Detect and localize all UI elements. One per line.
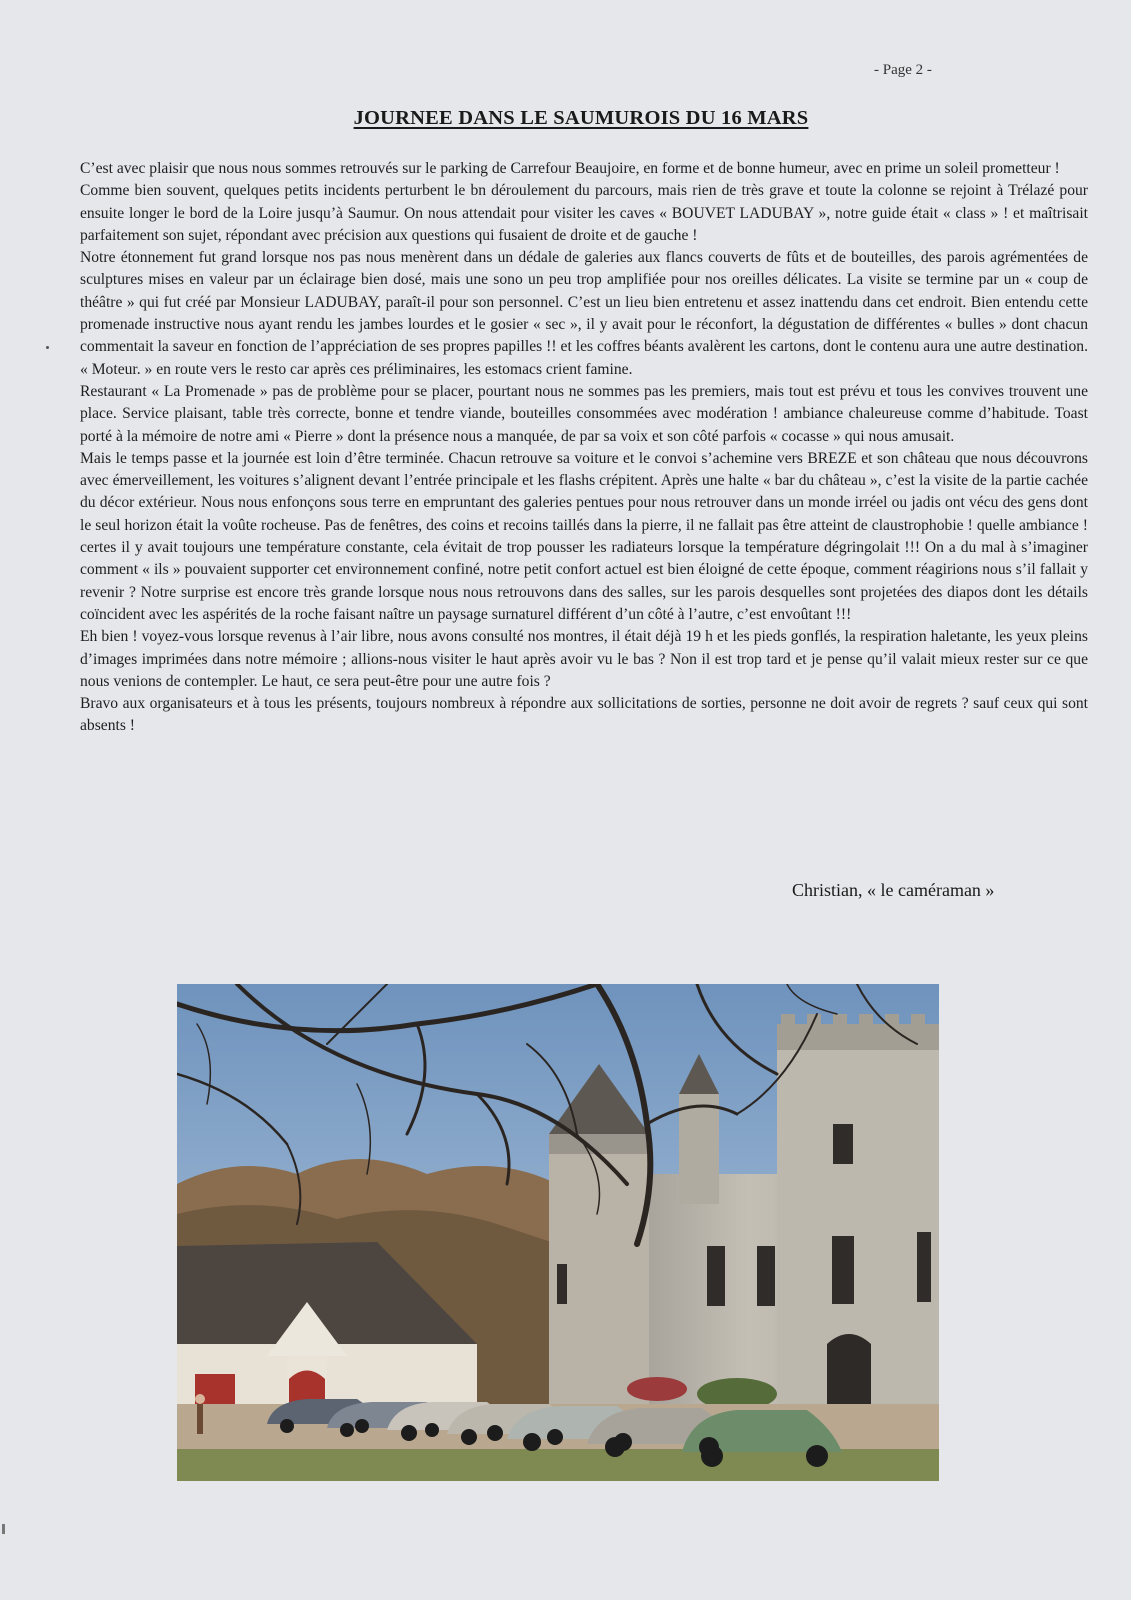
page-number: - Page 2 - bbox=[874, 62, 932, 78]
chateau-photo-illustration bbox=[177, 984, 939, 1481]
paragraph: Comme bien souvent, quelques petits incidents perturbent le bn déroulement du parcours, mais rien de très grave et toute la colonne se rejoint à Trélazé pour ensuite longer le bord de la Loire jusqu’à Saumur. On nous attendait pour visiter les caves « BOUVET LADUBAY », notre guide était « class » ! et maîtrisait parfaitement son sujet, répondant avec précision aux questions qui fusaient de droite et de gauche ! bbox=[80, 182, 1088, 244]
chateau-photo bbox=[177, 984, 939, 1481]
margin-dot bbox=[46, 346, 49, 349]
paragraph: Notre étonnement fut grand lorsque nos pas nous menèrent dans un dédale de galeries aux flancs couverts de fûts et de bouteilles, des parois agrémentées de sculptures mises en valeur par un éclairage bien dosé, mais une sono un peu trop amplifiée pour nos oreilles délicates. La visite se termine par un « coup de théâtre » qui fut créé par Monsieur LADUBAY, paraît-il pour son personnel. C’est un lieu bien entretenu et assez inattendu dans cet endroit. Bien entendu cette promenade instructive nous ayant rendu les jambes lourdes et le gosier « sec », il y avait pour le réconfort, la dégustation de différentes « bulles » dont chacun commentait la saveur en fonction de l’appréciation de ses propres papilles !! et les coffres béants avalèrent les cartons, dont le contenu aura une autre destination. « Moteur. » en route vers le resto car après ces préliminaires, les estomacs crient famine. bbox=[80, 249, 1088, 378]
scan-edge-mark bbox=[2, 1524, 5, 1534]
author-signature: Christian, « le caméraman » bbox=[792, 880, 995, 900]
paragraph: Bravo aux organisateurs et à tous les présents, toujours nombreux à répondre aux sollicitations de sorties, personne ne doit avoir de regrets ? sauf ceux qui sont absents ! bbox=[80, 695, 1088, 735]
paragraph: Restaurant « La Promenade » pas de problème pour se placer, pourtant nous ne sommes pas les premiers, mais tout est prévu et tous les convives trouvent une place. Service plaisant, table très correcte, bonne et tendre viande, bouteilles consommées avec modération ! ambiance chaleureuse comme d’habitude. Toast porté à la mémoire de notre ami « Pierre » dont la présence nous a manquée, de par sa voix et son côté parfois « cocasse » qui nous amusait. bbox=[80, 382, 1088, 445]
article-title: JOURNEE DANS LE SAUMUROIS DU 16 MARS bbox=[353, 107, 809, 129]
paragraph: C’est avec plaisir que nous nous sommes retrouvés sur le parking de Carrefour Beaujoire, en forme et de bonne humeur, avec en prime un soleil prometteur ! bbox=[80, 160, 1060, 177]
paragraph: Eh bien ! voyez-vous lorsque revenus à l’air libre, nous avons consulté nos montres, il était déjà 19 h et les pieds gonflés, la respiration haletante, les yeux pleins d’images imprimées dans notre mémoire ; allions-nous visiter le haut après avoir vu le bas ? Non il est trop tard et je pense qu’il valait mieux rester sur ce que nous venions de contempler. Le haut, ce sera peut-être pour une autre fois ? bbox=[80, 628, 1088, 690]
article-body bbox=[80, 158, 1088, 738]
paragraph: Mais le temps passe et la journée est loin d’être terminée. Chacun retrouve sa voiture et le convoi s’achemine vers BREZE et son château que nous découvrons avec émerveillement, les voitures s’alignent devant l’entrée principale et les flashs crépitent. Après une halte « bar du château », c’est la visite de la partie cachée du décor extérieur. Nous nous enfonçons sous terre en empruntant des galeries pentues pour nous retrouver dans un monde irréel ou jadis ont vécu des gens dont le seul horizon était la voûte rocheuse. Pas de fenêtres, des coins et recoins taillés dans la pierre, il ne fallait pas être atteint de claustrophobie ! quelle ambiance ! certes il y avait toujours une température constante, cela évitait de trop pousser les radiateurs lorsque la température dégringolait !!! On a du mal à s’imaginer comment « ils » pouvaient supporter cet environnement confiné, notre petit confort actuel est bien éloigné de cette époque, comment réagirions nous s’il fallait y revenir ? Notre surprise est encore très grande lorsque nous nous retrouvons dans des salles, sur les parois desquelles sont projetées des diapos dont les détails coïncident avec les aspérités de la roche faisant naître un paysage surnaturel différent d’un côté à l’autre, c’est envoûtant !!! bbox=[80, 449, 1088, 623]
